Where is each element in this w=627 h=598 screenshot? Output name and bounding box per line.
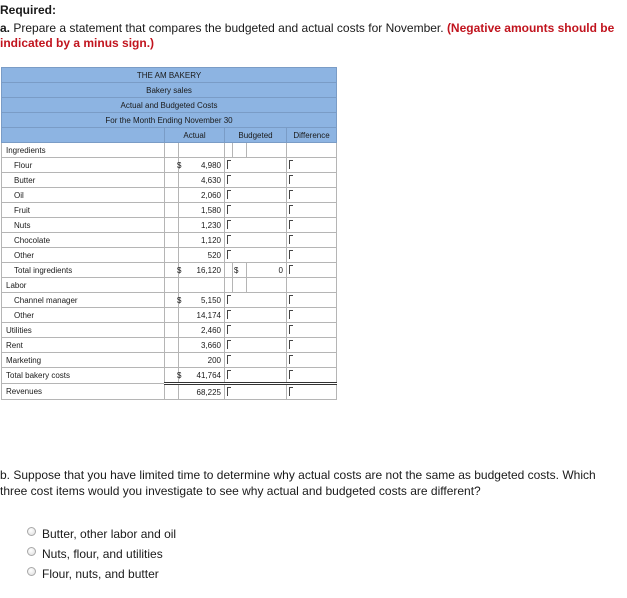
title-company: THE AM BAKERY <box>2 68 337 83</box>
total-ingredients-budgeted: 0 <box>247 263 287 278</box>
label-channel-manager: Channel manager <box>2 293 165 308</box>
channel-manager-actual: 5,150 <box>179 293 225 308</box>
title-sales: Bakery sales <box>2 83 337 98</box>
radio-button-icon[interactable] <box>27 567 36 576</box>
revenues-actual: 68,225 <box>179 384 225 400</box>
label-ingredients: Ingredients <box>2 143 165 158</box>
row-revenues <box>2 384 337 400</box>
label-total-bakery-costs: Total bakery costs <box>2 368 165 384</box>
revenues-difference-input[interactable] <box>287 384 337 400</box>
answer-options <box>27 524 176 584</box>
oil-actual: 2,060 <box>179 188 225 203</box>
butter-actual: 4,630 <box>179 173 225 188</box>
label-fruit: Fruit <box>2 203 165 218</box>
utilities-budgeted-input[interactable] <box>225 323 287 338</box>
required-heading: Required: <box>0 3 57 17</box>
total-ingredients-actual: 16,120 <box>179 263 225 278</box>
label-butter: Butter <box>2 173 165 188</box>
label-labor: Labor <box>2 278 165 293</box>
part-a-emphasis: (Negative amounts should be indicated by a minus sign.) <box>0 21 615 50</box>
label-rent: Rent <box>2 338 165 353</box>
total-costs-budgeted-input[interactable] <box>225 368 287 384</box>
row-marketing <box>2 353 337 368</box>
rent-budgeted-input[interactable] <box>225 338 287 353</box>
label-other-ingredients: Other <box>2 248 165 263</box>
label-revenues: Revenues <box>2 384 165 400</box>
total-costs-actual: 41,764 <box>179 368 225 384</box>
nuts-actual: 1,230 <box>179 218 225 233</box>
header-difference: Difference <box>287 128 337 143</box>
row-channel-manager <box>2 293 337 308</box>
title-costs: Actual and Budgeted Costs <box>2 98 337 113</box>
row-other-labor <box>2 308 337 323</box>
oil-difference-input[interactable] <box>287 188 337 203</box>
butter-difference-input[interactable] <box>287 173 337 188</box>
part-b-question: b. Suppose that you have limited time to determine why actual costs are not the same as budgeted costs. Which three cost items would you investigate to see why actual and budgeted costs are different? <box>0 468 596 498</box>
part-a-prefix: a. <box>0 21 11 35</box>
label-flour: Flour <box>2 158 165 173</box>
option-1[interactable] <box>27 524 176 544</box>
label-other-labor: Other <box>2 308 165 323</box>
other-ingredients-budgeted-input[interactable] <box>225 248 287 263</box>
marketing-actual: 200 <box>179 353 225 368</box>
total-costs-difference-input[interactable] <box>287 368 337 384</box>
label-oil: Oil <box>2 188 165 203</box>
title-period: For the Month Ending November 30 <box>2 113 337 128</box>
marketing-difference-input[interactable] <box>287 353 337 368</box>
row-utilities <box>2 323 337 338</box>
other-ingredients-actual: 520 <box>179 248 225 263</box>
fruit-budgeted-input[interactable] <box>225 203 287 218</box>
row-labor <box>2 278 337 293</box>
cost-worksheet <box>1 67 337 400</box>
nuts-difference-input[interactable] <box>287 218 337 233</box>
flour-actual: 4,980 <box>179 158 225 173</box>
channel-manager-difference-input[interactable] <box>287 293 337 308</box>
total-ingredients-difference-input[interactable] <box>287 263 337 278</box>
row-other-ingredients <box>2 248 337 263</box>
row-chocolate <box>2 233 337 248</box>
rent-actual: 3,660 <box>179 338 225 353</box>
butter-budgeted-input[interactable] <box>225 173 287 188</box>
label-total-ingredients: Total ingredients <box>2 263 165 278</box>
channel-manager-dollar-sign: $ <box>165 293 179 308</box>
option-3[interactable] <box>27 564 176 584</box>
total-ingredients-dollar-sign: $ <box>165 263 179 278</box>
label-chocolate: Chocolate <box>2 233 165 248</box>
radio-button-icon[interactable] <box>27 527 36 536</box>
chocolate-budgeted-input[interactable] <box>225 233 287 248</box>
row-oil <box>2 188 337 203</box>
label-utilities: Utilities <box>2 323 165 338</box>
flour-dollar-sign: $ <box>165 158 179 173</box>
header-actual: Actual <box>165 128 225 143</box>
oil-budgeted-input[interactable] <box>225 188 287 203</box>
row-total-ingredients <box>2 263 337 278</box>
part-a-text: Prepare a statement that compares the budgeted and actual costs for November. <box>10 21 447 35</box>
label-marketing: Marketing <box>2 353 165 368</box>
rent-difference-input[interactable] <box>287 338 337 353</box>
option-1-label: Butter, other labor and oil <box>42 527 177 541</box>
fruit-actual: 1,580 <box>179 203 225 218</box>
option-2-label: Nuts, flour, and utilities <box>42 547 163 561</box>
row-nuts <box>2 218 337 233</box>
header-budgeted: Budgeted <box>225 128 287 143</box>
revenues-budgeted-input[interactable] <box>225 384 287 400</box>
header-blank <box>2 128 165 143</box>
other-labor-actual: 14,174 <box>179 308 225 323</box>
row-rent <box>2 338 337 353</box>
radio-button-icon[interactable] <box>27 547 36 556</box>
fruit-difference-input[interactable] <box>287 203 337 218</box>
part-a-instructions <box>0 21 620 51</box>
other-ingredients-difference-input[interactable] <box>287 248 337 263</box>
label-nuts: Nuts <box>2 218 165 233</box>
utilities-actual: 2,460 <box>179 323 225 338</box>
channel-manager-budgeted-input[interactable] <box>225 293 287 308</box>
row-butter <box>2 173 337 188</box>
chocolate-actual: 1,120 <box>179 233 225 248</box>
total-ingredients-budgeted-dollar-sign: $ <box>233 263 247 278</box>
option-3-label: Flour, nuts, and butter <box>42 567 159 581</box>
flour-budgeted-input[interactable] <box>225 158 287 173</box>
other-labor-difference-input[interactable] <box>287 308 337 323</box>
other-labor-budgeted-input[interactable] <box>225 308 287 323</box>
flour-difference-input[interactable] <box>287 158 337 173</box>
nuts-budgeted-input[interactable] <box>225 218 287 233</box>
total-costs-dollar-sign: $ <box>165 368 179 384</box>
row-fruit <box>2 203 337 218</box>
row-ingredients <box>2 143 337 158</box>
row-total-bakery-costs <box>2 368 337 384</box>
row-flour <box>2 158 337 173</box>
utilities-difference-input[interactable] <box>287 323 337 338</box>
marketing-budgeted-input[interactable] <box>225 353 287 368</box>
option-2[interactable] <box>27 544 176 564</box>
chocolate-difference-input[interactable] <box>287 233 337 248</box>
